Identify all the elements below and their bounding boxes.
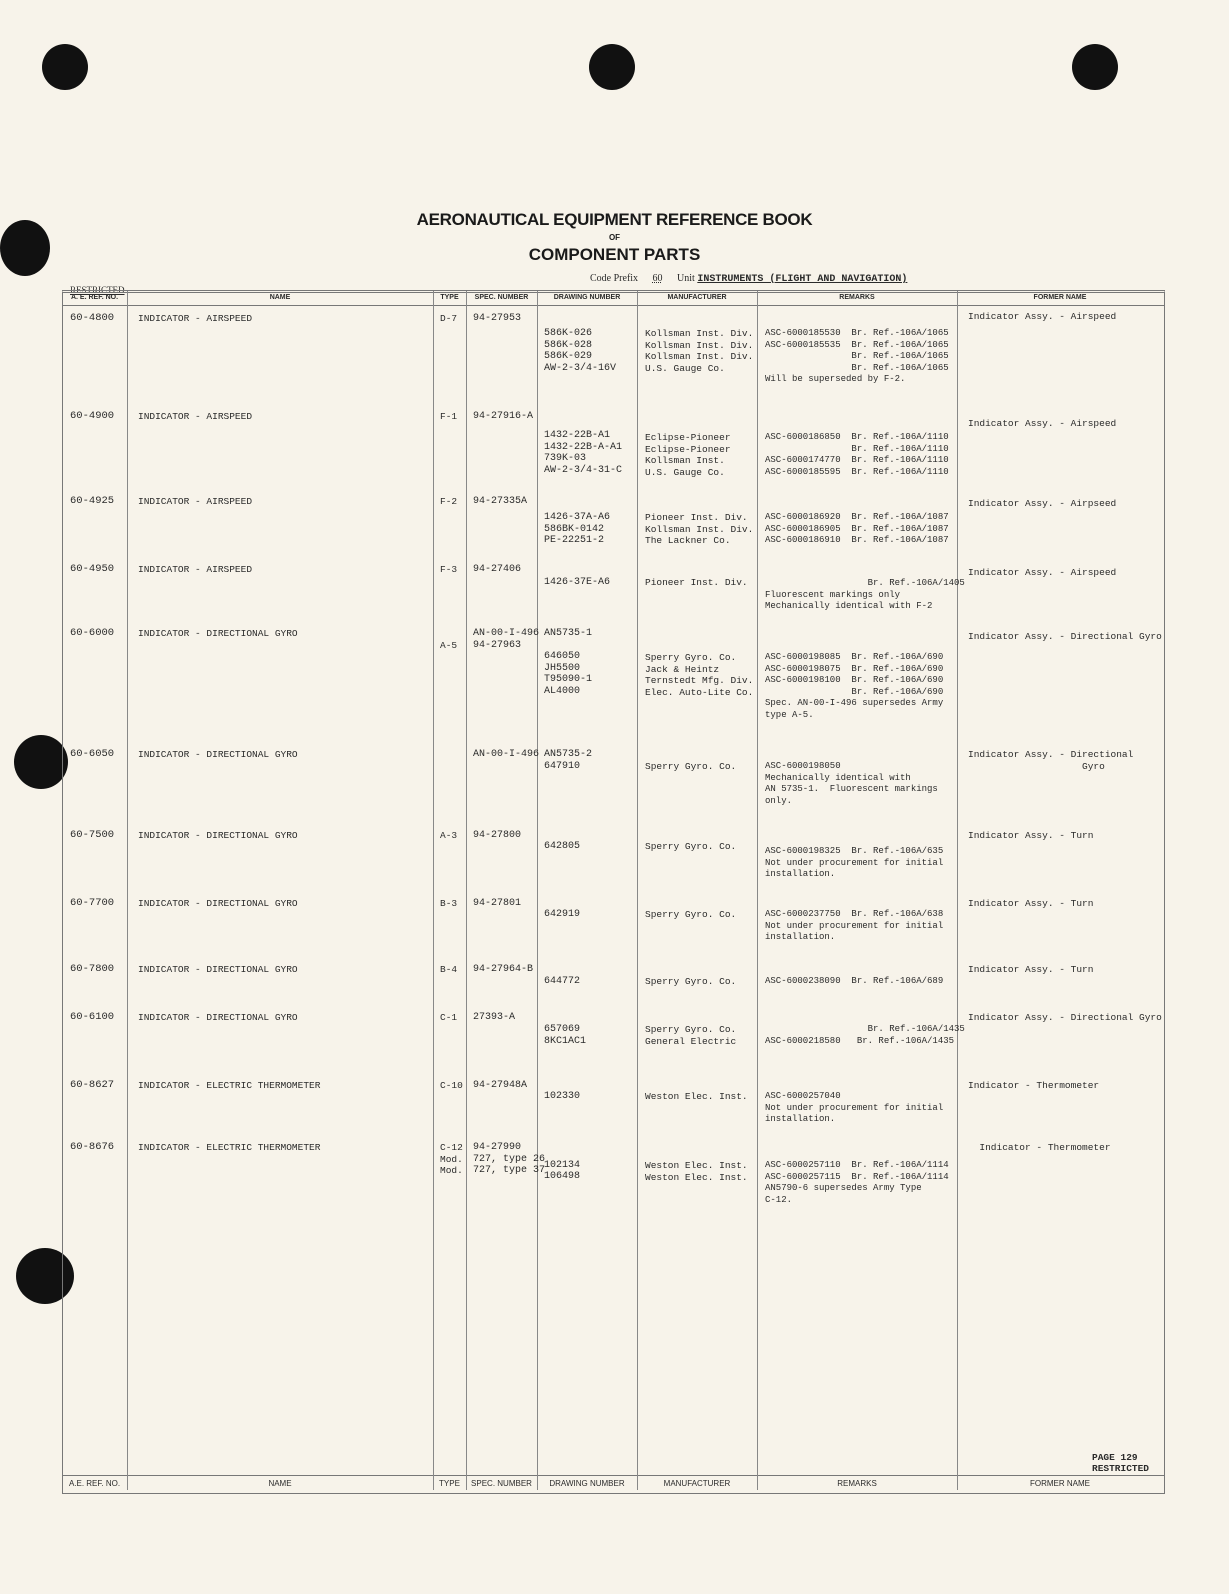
spec-number: [473, 564, 521, 576]
drawing-number-line: AW-2-3/4-31-C: [544, 464, 623, 476]
remarks-line: ASC-6000186910 Br. Ref.-106A/1087: [765, 535, 949, 545]
remarks-line: ASC-6000186905 Br. Ref.-106A/1087: [765, 523, 949, 534]
column-divider: [757, 291, 758, 1490]
column-header-name: NAME: [269, 294, 291, 301]
column-divider: [433, 291, 434, 1490]
drawing-number: [544, 1148, 580, 1183]
manufacturer-line: Elec. Auto-Lite Co.: [645, 686, 754, 698]
manufacturer-line: The Lackner Co.: [645, 535, 731, 546]
type: [440, 964, 457, 976]
drawing-number-line: 646050: [544, 651, 581, 662]
type: [440, 749, 446, 761]
former-name: [968, 1012, 1162, 1024]
column-divider: [537, 291, 538, 1490]
former-name: [968, 418, 1116, 430]
drawing-number: [544, 749, 592, 772]
former-name-line: Indicator - Thermometer: [968, 1080, 1100, 1091]
ref-number: 60-4800: [70, 312, 115, 324]
punch-hole: [1072, 44, 1118, 90]
former-name: [968, 898, 1093, 910]
manufacturer: [645, 512, 753, 547]
spec-number: [473, 830, 521, 842]
ref-number: 60-6100: [70, 1011, 115, 1023]
former-name: [968, 567, 1116, 579]
spec-number-line: 94-27963: [473, 639, 522, 651]
remarks-line: Br. Ref.-106A/1435: [765, 1024, 965, 1034]
manufacturer: [645, 841, 736, 853]
spec-number: [473, 1012, 515, 1024]
ref-number: 60-8627: [70, 1079, 115, 1091]
remarks-line: ASC-6000186850 Br. Ref.-106A/1110: [765, 432, 949, 442]
type-line: [440, 628, 457, 640]
former-name-line: Indicator Assy. - Airspeed: [968, 311, 1117, 322]
former-name-line: Gyro: [968, 760, 1105, 772]
drawing-number: [544, 328, 616, 374]
drawing-number: [544, 628, 592, 697]
part-name: INDICATOR - DIRECTIONAL GYRO: [138, 1012, 298, 1023]
drawing-number: [544, 976, 580, 988]
former-name: [968, 830, 1093, 842]
drawing-number-line: JH5500: [544, 662, 581, 674]
remarks: [765, 761, 938, 807]
manufacturer-line: Kollsman Inst.: [645, 455, 725, 466]
remarks-line: installation.: [765, 932, 836, 942]
drawing-number: [544, 1091, 580, 1103]
drawing-number-line: AN5735-1: [544, 628, 593, 639]
ref-number: 60-6050: [70, 748, 115, 760]
type: [440, 628, 457, 651]
ref-number: 60-8676: [70, 1141, 115, 1153]
column-header-name: NAME: [268, 1479, 292, 1488]
spec-number-line: 94-27406: [473, 564, 522, 575]
spec-number-line: 94-27801: [473, 898, 522, 909]
manufacturer-line: U.S. Gauge Co.: [645, 466, 725, 478]
former-name: [968, 1142, 1111, 1154]
drawing-number-line: 739K-03: [544, 453, 587, 464]
type-line: B-4: [440, 964, 458, 975]
spec-number-line: AN-00-I-496: [473, 628, 540, 639]
table-footer-header: [62, 1475, 1164, 1490]
drawing-number-line: 1432-22B-A1: [544, 430, 611, 441]
ref-number: 60-7700: [70, 897, 115, 909]
ref-number: 60-4925: [70, 495, 115, 507]
drawing-number-line: 647910: [544, 760, 581, 772]
drawing-number-line: 1426-37E-A6: [544, 577, 611, 588]
unit-value: INSTRUMENTS (FLIGHT AND NAVIGATION): [697, 274, 908, 285]
manufacturer: [645, 1091, 748, 1103]
manufacturer-line: Pioneer Inst. Div.: [645, 577, 748, 588]
column-header-manufacturer: MANUFACTURER: [667, 294, 727, 301]
remarks-line: ASC-6000218580 Br. Ref.-106A/1435: [765, 1035, 955, 1046]
drawing-number: [544, 909, 580, 921]
part-name: INDICATOR - DIRECTIONAL GYRO: [138, 628, 298, 639]
table-header: [62, 291, 1164, 306]
part-name: INDICATOR - DIRECTIONAL GYRO: [138, 964, 298, 975]
part-name: INDICATOR - ELECTRIC THERMOMETER: [138, 1142, 321, 1153]
part-name: INDICATOR - ELECTRIC THERMOMETER: [138, 1080, 321, 1091]
type-line: F-3: [440, 564, 458, 575]
remarks: [765, 1024, 965, 1047]
spec-number-line: 727, type 26: [473, 1153, 546, 1165]
remarks-line: ASC-6000185595 Br. Ref.-106A/1110: [765, 466, 949, 477]
drawing-number-line: AL4000: [544, 685, 581, 697]
remarks-line: Br. Ref.-106A/690: [765, 686, 944, 697]
remarks-line: Not under procurement for initial: [765, 1102, 944, 1113]
remarks-line: C-12.: [765, 1194, 793, 1205]
manufacturer: [645, 328, 753, 374]
column-divider: [957, 291, 958, 1490]
former-name-line: Indicator Assy. - Airpseed: [968, 498, 1117, 509]
column-header-ref-no: A. E. REF. NO.: [70, 294, 119, 301]
drawing-number-line: 8KC1AC1: [544, 1035, 587, 1047]
drawing-number-line: 642805: [544, 841, 581, 852]
remarks: [765, 846, 943, 881]
former-name: [968, 1080, 1099, 1092]
spec-number-line: 27393-A: [473, 1012, 516, 1023]
remarks-line: ASC-6000238090 Br. Ref.-106A/689: [765, 976, 944, 986]
column-divider: [637, 291, 638, 1490]
ref-number: 60-7800: [70, 963, 115, 975]
part-name: INDICATOR - DIRECTIONAL GYRO: [138, 898, 298, 909]
column-header-drawing-number: DRAWING NUMBER: [553, 294, 621, 301]
remarks: [765, 328, 949, 386]
remarks-line: Br. Ref.-106A/1065: [765, 362, 949, 373]
code-prefix-line: [590, 273, 907, 285]
type-line: B-3: [440, 898, 458, 909]
remarks-line: ASC-6000174770 Br. Ref.-106A/1110: [765, 455, 949, 465]
remarks-line: ASC-6000237750 Br. Ref.-106A/638: [765, 909, 944, 919]
column-header-manufacturer: MANUFACTURER: [663, 1479, 731, 1488]
code-prefix-value: 60: [652, 273, 663, 284]
manufacturer-line: Sperry Gyro. Co.: [645, 976, 737, 987]
spec-number-line: 94-27964-B: [473, 964, 534, 975]
type: [440, 1012, 457, 1024]
former-name: [968, 311, 1116, 323]
type-line: Mod.: [440, 1153, 463, 1165]
manufacturer-line: Kollsman Inst. Div.: [645, 328, 754, 339]
former-name: [968, 749, 1133, 772]
remarks-line: Not under procurement for initial: [765, 857, 944, 868]
manufacturer-line: Kollsman Inst. Div.: [645, 339, 754, 351]
drawing-number-line: 1426-37A-A6: [544, 512, 611, 523]
manufacturer: [645, 432, 731, 478]
former-name-line: Indicator Assy. - Airspeed: [968, 418, 1117, 429]
code-prefix-label: Code Prefix: [590, 273, 639, 284]
manufacturer-line: Eclipse-Pioneer: [645, 443, 731, 455]
drawing-number-line: [544, 640, 592, 652]
column-header-type: TYPE: [439, 1479, 460, 1488]
former-name-line: Indicator Assy. - Directional Gyro: [968, 631, 1162, 642]
former-name-line: Indicator Assy. - Directional Gyro: [968, 1012, 1162, 1023]
part-name: INDICATOR - AIRSPEED: [138, 411, 253, 422]
spec-number: [473, 313, 521, 325]
manufacturer: [645, 976, 736, 988]
drawing-number: [544, 430, 622, 476]
manufacturer-line: Weston Elec. Inst.: [645, 1171, 748, 1183]
remarks-line: Will be superseded by F-2.: [765, 374, 906, 384]
ref-number: 60-4900: [70, 410, 115, 422]
spec-number-line: AN-00-I-496: [473, 749, 540, 760]
remarks-line: ASC-6000198050: [765, 761, 841, 771]
part-name: INDICATOR - DIRECTIONAL GYRO: [138, 749, 298, 760]
type-line: Mod.: [440, 1165, 463, 1176]
former-name-line: Indicator Assy. - Turn: [968, 964, 1094, 975]
punch-hole: [42, 44, 88, 90]
manufacturer: [645, 1160, 748, 1183]
part-name: INDICATOR - AIRSPEED: [138, 496, 253, 507]
type-line: D-7: [440, 313, 458, 324]
spec-number: [473, 749, 539, 761]
former-name-line: Indicator Assy. - Turn: [968, 830, 1094, 841]
drawing-number: [544, 577, 610, 589]
document-title: AERONAUTICAL EQUIPMENT REFERENCE BOOK: [416, 210, 813, 229]
remarks-line: installation.: [765, 1114, 836, 1124]
type: [440, 898, 457, 910]
type-line: F-2: [440, 496, 458, 507]
drawing-number-line: AW-2-3/4-16V: [544, 362, 617, 374]
drawing-number-line: AN5735-2: [544, 749, 593, 760]
column-divider: [127, 291, 128, 1490]
manufacturer-line: Weston Elec. Inst.: [645, 1160, 748, 1171]
manufacturer-line: U.S. Gauge Co.: [645, 362, 725, 374]
column-header-former-name: FORMER NAME: [1030, 1479, 1090, 1488]
drawing-number-line: 644772: [544, 976, 581, 987]
manufacturer-line: Kollsman Inst. Div.: [645, 351, 754, 362]
remarks-line: ASC-6000198085 Br. Ref.-106A/690: [765, 652, 944, 662]
drawing-number-line: 1432-22B-A-A1: [544, 441, 623, 453]
type: [440, 1080, 463, 1092]
spec-number-line: 94-27990: [473, 1142, 522, 1153]
remarks-line: ASC-6000185535 Br. Ref.-106A/1065: [765, 339, 949, 350]
drawing-number-line: [544, 1148, 580, 1160]
remarks-line: ASC-6000257110 Br. Ref.-106A/1114: [765, 1160, 949, 1170]
column-header-former-name: FORMER NAME: [1033, 294, 1087, 301]
type-line: C-1: [440, 1012, 458, 1023]
unit-label: Unit: [677, 273, 695, 284]
type-line: C-12: [440, 1142, 463, 1153]
remarks-line: ASC-6000186920 Br. Ref.-106A/1087: [765, 512, 949, 522]
drawing-number-line: 586K-029: [544, 351, 593, 362]
part-name: INDICATOR - AIRSPEED: [138, 313, 253, 324]
manufacturer: [645, 1024, 736, 1047]
drawing-number: [544, 512, 610, 547]
manufacturer-line: Pioneer Inst. Div.: [645, 512, 748, 523]
manufacturer-line: Ternstedt Mfg. Div.: [645, 675, 754, 686]
former-name: [968, 964, 1093, 976]
drawing-number: [544, 841, 580, 853]
manufacturer-line: Jack & Heintz: [645, 663, 720, 675]
spec-number-line: 727, type 37: [473, 1165, 546, 1176]
spec-number: [473, 1142, 545, 1177]
remarks-line: Not under procurement for initial: [765, 920, 944, 931]
page-footer: [1092, 1452, 1149, 1474]
column-header-remarks: REMARKS: [837, 1479, 877, 1488]
remarks: [765, 652, 943, 721]
spec-number-line: 94-27800: [473, 830, 522, 841]
remarks-line: only.: [765, 795, 793, 806]
drawing-number-line: 657069: [544, 1024, 581, 1035]
ref-number: 60-6000: [70, 627, 115, 639]
remarks: [765, 432, 949, 478]
former-name: [968, 498, 1116, 510]
remarks-line: AN 5735-1. Fluorescent markings: [765, 784, 938, 794]
type: [440, 564, 457, 576]
remarks-line: Br. Ref.-106A/1065: [765, 351, 949, 361]
remarks-line: Br. Ref.-106A/1110: [765, 443, 949, 454]
manufacturer-line: Kollsman Inst. Div.: [645, 523, 754, 535]
spec-number-line: 94-27948A: [473, 1080, 528, 1091]
remarks-line: type A-5.: [765, 709, 814, 720]
remarks: [765, 512, 949, 547]
remarks-line: Spec. AN-00-I-496 supersedes Army: [765, 698, 944, 708]
type: [440, 411, 457, 423]
type: [440, 313, 457, 325]
remarks-line: ASC-6000198325 Br. Ref.-106A/635: [765, 846, 944, 856]
type-line: A-5: [440, 639, 458, 651]
type-line: C-10: [440, 1080, 463, 1091]
type: [440, 830, 457, 842]
remarks: [765, 578, 965, 613]
column-header-spec-number: SPEC. NUMBER: [471, 1479, 532, 1488]
drawing-number-line: 642919: [544, 909, 581, 920]
column-header-remarks: REMARKS: [839, 294, 875, 301]
remarks-line: ASC-6000257040: [765, 1091, 841, 1101]
drawing-number-line: 102134: [544, 1159, 581, 1171]
column-divider: [466, 291, 467, 1490]
spec-number-line: 94-27335A: [473, 496, 528, 507]
former-name-line: Indicator Assy. - Directional: [968, 749, 1134, 760]
manufacturer-line: Eclipse-Pioneer: [645, 432, 731, 443]
spec-number: [473, 411, 533, 423]
punch-hole: [589, 44, 635, 90]
remarks-line: Fluorescent markings only: [765, 589, 901, 600]
remarks-line: ASC-6000198075 Br. Ref.-106A/690: [765, 663, 944, 674]
manufacturer-line: Sperry Gyro. Co.: [645, 652, 737, 663]
type-line: F-1: [440, 411, 458, 422]
spec-number: [473, 964, 533, 976]
remarks: [765, 909, 943, 944]
part-name: INDICATOR - AIRSPEED: [138, 564, 253, 575]
remarks-line: ASC-6000185530 Br. Ref.-106A/1065: [765, 328, 949, 338]
ref-number: 60-7500: [70, 829, 115, 841]
restricted-label: RESTRICTED: [70, 285, 125, 295]
former-name-line: Indicator Assy. - Turn: [968, 898, 1094, 909]
remarks-line: AN5790-6 supersedes Army Type: [765, 1183, 922, 1193]
spec-number: [473, 628, 539, 651]
type-line: A-3: [440, 830, 458, 841]
remarks: [765, 1160, 949, 1206]
drawing-number-line: PE-22251-2: [544, 535, 605, 546]
drawing-number-line: 106498: [544, 1171, 581, 1182]
former-name-line: Indicator Assy. - Airspeed: [968, 567, 1117, 578]
remarks: [765, 976, 943, 988]
manufacturer: [645, 577, 748, 589]
remarks-line: Mechanically identical with F-2: [765, 601, 933, 611]
column-header-ref-no: A.E. REF. NO.: [68, 1479, 121, 1488]
restricted-footer: RESTRICTED: [1092, 1463, 1150, 1474]
remarks-line: Mechanically identical with: [765, 772, 911, 783]
part-name: INDICATOR - DIRECTIONAL GYRO: [138, 830, 298, 841]
former-name-line: Indicator - Thermometer: [968, 1142, 1111, 1153]
spec-number-line: 94-27953: [473, 313, 522, 324]
manufacturer-line: Sperry Gyro. Co.: [645, 841, 737, 852]
former-name: [968, 631, 1162, 643]
manufacturer-line: Weston Elec. Inst.: [645, 1091, 748, 1102]
manufacturer-line: General Electric: [645, 1035, 737, 1047]
spec-number: [473, 898, 521, 910]
manufacturer: [645, 761, 736, 773]
manufacturer: [645, 909, 736, 921]
drawing-number-line: 586K-026: [544, 328, 593, 339]
spec-number: [473, 1080, 527, 1092]
drawing-number-line: T95090-1: [544, 674, 593, 685]
remarks-line: Br. Ref.-106A/1405: [765, 578, 965, 588]
drawing-number: [544, 1024, 586, 1047]
manufacturer-line: Sperry Gyro. Co.: [645, 761, 737, 772]
remarks-line: ASC-6000198100 Br. Ref.-106A/690: [765, 675, 944, 685]
remarks-line: ASC-6000257115 Br. Ref.-106A/1114: [765, 1171, 949, 1182]
ref-number: 60-4950: [70, 563, 115, 575]
column-header-drawing-number: DRAWING NUMBER: [549, 1479, 625, 1488]
column-header-spec-number: SPEC. NUMBER: [474, 294, 529, 301]
drawing-number-line: 586BK-0142: [544, 523, 605, 535]
type: [440, 1142, 463, 1177]
type: [440, 496, 457, 508]
manufacturer-line: Sperry Gyro. Co.: [645, 1024, 737, 1035]
drawing-number-line: 586K-028: [544, 339, 593, 351]
manufacturer: [645, 652, 753, 698]
page-number: PAGE 129: [1092, 1452, 1138, 1463]
spec-number-line: 94-27916-A: [473, 411, 534, 422]
remarks: [765, 1091, 943, 1126]
spec-number: [473, 496, 527, 508]
punch-hole: [14, 735, 68, 789]
type-line: [440, 749, 446, 761]
column-header-type: TYPE: [440, 294, 459, 301]
remarks-line: installation.: [765, 869, 836, 879]
manufacturer-line: Sperry Gyro. Co.: [645, 909, 737, 920]
document-subtitle: COMPONENT PARTS: [528, 245, 701, 264]
title-of: OF: [608, 233, 621, 242]
drawing-number-line: 102330: [544, 1091, 581, 1102]
